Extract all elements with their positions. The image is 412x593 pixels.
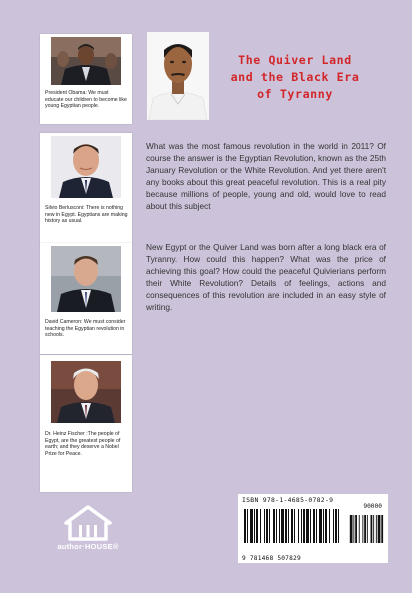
berlusconi-quote: Silvio Berlusconi: There is nothing new in Egypt. Egyptians are making history as usual. — [45, 205, 128, 225]
book-title-line-3: of Tyranny — [257, 87, 333, 101]
barcode-digits: 9 781468 507829 — [242, 555, 301, 562]
book-title-line-1: The Quiver Land — [238, 53, 352, 67]
quote-card-berlusconi — [40, 133, 132, 244]
book-title-line-2: and the Black Era — [230, 70, 360, 84]
price-code: 90000 — [363, 503, 382, 510]
description-paragraph-2: New Egypt or the Quiver Land was born after a long black era of Tyranny. How could this happen? What was the price of achieving this goal? How could the peaceful Quivierians perform their White Revolution? Details of feelings, actions and consequences of this revolution are included in an easy style of writing. — [146, 242, 386, 313]
house-icon — [48, 503, 128, 543]
description-paragraph-1: What was the most famous revolution in the world in 2011? Of course the answer is the Egyptian Revolution, known as the 25th January Revolution or the White Revolution. And yet there aren't any books about this great peaceful revolution. This is a real pity because millions of people, young and old, would love to read about this subject — [146, 141, 386, 212]
cameron-photo — [51, 246, 121, 312]
fischer-quote: Dr. Heinz Fischer :The people of Egypt, are the greatest people of earth; and they deserve a Nobel Prize for Peace. — [45, 431, 121, 457]
berlusconi-photo — [51, 136, 121, 198]
cameron-quote: David Cameron: We must consider teaching the Egyptian revolution in schools. — [45, 319, 126, 339]
book-title — [215, 52, 375, 103]
fischer-photo — [51, 361, 121, 423]
quote-card-cameron — [40, 243, 132, 354]
author-photo — [147, 32, 209, 120]
obama-quote: President Obama: We must educate our children to become like young Egyptian people. — [45, 90, 127, 110]
barcode-panel — [238, 494, 388, 563]
publisher-name: author·HOUSE® — [57, 542, 119, 551]
publisher-logo — [48, 503, 128, 559]
obama-photo — [51, 37, 121, 85]
isbn-text: ISBN 978-1-4685-0782-9 — [242, 496, 334, 504]
quote-card-obama — [40, 34, 132, 124]
quote-card-fischer — [40, 355, 132, 492]
barcode — [242, 509, 384, 551]
